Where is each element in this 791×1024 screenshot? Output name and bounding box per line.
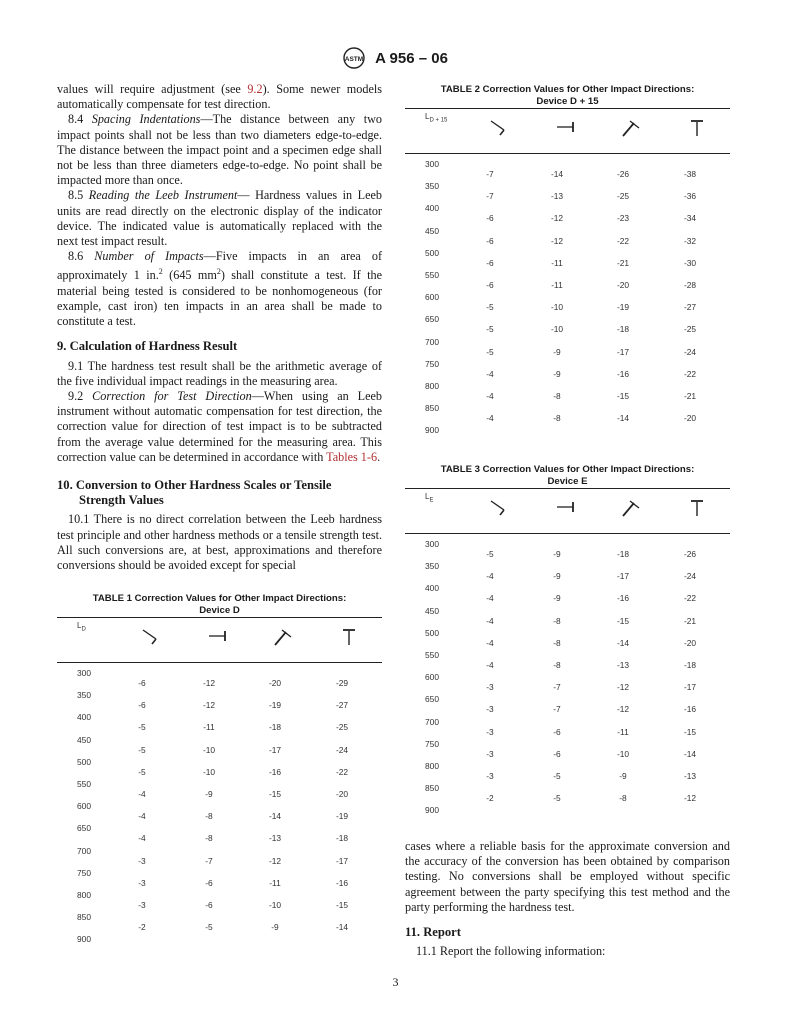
- correction-value: -15: [616, 615, 630, 626]
- leeb-level: 850: [425, 403, 439, 414]
- impact-up-icon: [338, 625, 360, 647]
- leeb-scale-label: $L_{D + 15}$: [425, 112, 448, 124]
- correction-value: -27: [335, 700, 349, 711]
- correction-value: -4: [486, 593, 494, 604]
- correction-value: -12: [616, 704, 630, 715]
- correction-value: -16: [268, 766, 282, 777]
- leeb-level: 400: [425, 203, 439, 214]
- leeb-scale-label: $L_E$: [425, 492, 434, 504]
- leeb-level: 700: [425, 336, 439, 347]
- table1: [57, 617, 382, 947]
- correction-value: -17: [335, 855, 349, 866]
- leeb-level: 600: [77, 801, 91, 812]
- correction-value: -25: [683, 324, 697, 335]
- correction-value: -3: [486, 726, 494, 737]
- impact-up-icon: [686, 116, 708, 138]
- correction-value: -15: [335, 900, 349, 910]
- correction-value: -12: [550, 213, 564, 224]
- correction-value: -3: [138, 855, 146, 866]
- correction-value: -13: [683, 771, 697, 781]
- correction-value: -34: [683, 213, 697, 224]
- correction-value: -15: [683, 726, 697, 737]
- leeb-level: 650: [425, 314, 439, 325]
- document-designation: A 956 – 06: [375, 49, 448, 67]
- leeb-level: 900: [425, 805, 439, 816]
- correction-value: -22: [335, 766, 349, 777]
- correction-value: -11: [269, 877, 281, 888]
- correction-value: -11: [617, 726, 629, 737]
- correction-value: -21: [683, 391, 697, 401]
- leeb-level: 800: [77, 890, 91, 900]
- correction-value: -10: [268, 900, 282, 910]
- correction-value: -13: [550, 191, 564, 202]
- correction-value: -6: [205, 877, 213, 888]
- correction-value: -4: [486, 637, 494, 648]
- leeb-level: 500: [425, 627, 439, 638]
- correction-value: -6: [486, 213, 494, 224]
- correction-value: -7: [205, 855, 213, 866]
- leeb-level: 750: [425, 358, 439, 369]
- correction-value: -19: [616, 302, 630, 313]
- correction-value: -18: [616, 324, 630, 335]
- correction-value: -6: [486, 257, 494, 268]
- table-top-rule: [405, 108, 730, 109]
- leeb-level: 750: [77, 867, 91, 878]
- section-10-heading: 10. Conversion to Other Hardness Scales or Tensile Strength Values: [57, 477, 332, 508]
- correction-value: -11: [551, 280, 563, 290]
- correction-value: -26: [683, 549, 697, 559]
- correction-value: -5: [205, 922, 213, 933]
- impact-horizontal-icon: [555, 116, 577, 138]
- correction-value: -11: [551, 257, 563, 268]
- correction-value: -6: [138, 700, 146, 711]
- correction-value: -8: [619, 793, 627, 804]
- correction-value: -26: [616, 169, 630, 179]
- correction-value: -14: [550, 169, 564, 179]
- correction-value: -6: [553, 748, 561, 759]
- leeb-level: 650: [425, 694, 439, 705]
- leeb-level: 550: [77, 779, 91, 789]
- correction-value: -3: [486, 682, 494, 693]
- correction-value: -3: [486, 771, 494, 781]
- leeb-level: 600: [425, 672, 439, 683]
- correction-value: -7: [486, 169, 494, 179]
- correction-value: -2: [486, 793, 494, 804]
- correction-value: -3: [138, 877, 146, 888]
- correction-value: -9: [271, 922, 279, 933]
- correction-value: -8: [553, 413, 561, 424]
- correction-value: -10: [616, 748, 630, 759]
- correction-value: -6: [486, 280, 494, 290]
- table-header-rule: [57, 662, 382, 663]
- correction-value: -32: [683, 235, 697, 246]
- left-column-text: [57, 82, 382, 573]
- impact-diagonal-up-icon: [272, 625, 294, 647]
- correction-value: -23: [616, 213, 630, 224]
- correction-value: -6: [205, 900, 213, 910]
- leeb-level: 650: [77, 823, 91, 834]
- leeb-level: 350: [425, 561, 439, 572]
- correction-value: -4: [138, 811, 146, 822]
- correction-value: -14: [683, 748, 697, 759]
- para-9-2: 9.2 Correction for Test Direction—When using an Leeb instrument without automatic compensation for test direction, the correction value for direction of test impact is to be subtracted from the average value determined for the measuring area. This correction value can be determined in accordance with Tables 1-6.: [57, 388, 383, 464]
- leeb-level: 350: [77, 690, 91, 701]
- correction-value: -9: [553, 346, 561, 357]
- correction-value: -25: [616, 191, 630, 202]
- correction-value: -16: [683, 704, 697, 715]
- correction-value: -4: [486, 413, 494, 424]
- correction-value: -7: [553, 704, 561, 715]
- correction-value: -8: [553, 615, 561, 626]
- correction-value: -29: [335, 678, 349, 688]
- correction-value: -5: [486, 346, 494, 357]
- correction-value: -28: [683, 280, 697, 290]
- correction-value: -9: [205, 789, 213, 799]
- correction-value: -19: [335, 811, 349, 822]
- correction-value: -14: [268, 811, 282, 822]
- correction-value: -14: [335, 922, 349, 933]
- table-top-rule: [405, 488, 730, 489]
- correction-value: -20: [268, 678, 282, 688]
- correction-value: -17: [616, 571, 630, 582]
- leeb-level: 450: [425, 225, 439, 236]
- correction-value: -10: [550, 324, 564, 335]
- correction-value: -8: [205, 811, 213, 822]
- correction-value: -2: [138, 922, 146, 933]
- leeb-level: 800: [425, 381, 439, 391]
- para-9-1: 9.1 The hardness test result shall be the arithmetic average of the five individual impact readings in the measuring area.: [57, 358, 382, 388]
- para-8-5: 8.5 Reading the Leeb Instrument— Hardness values in Leeb units are read directly on the electronic display of the indicator device. The indicated value is automatically replaced with the next test impact result.: [57, 188, 382, 249]
- para-8-3-continuation: values will require adjustment (see 9.2). Some newer models automatically compensate for test direction.: [57, 82, 382, 112]
- correction-value: -12: [268, 855, 282, 866]
- correction-value: -12: [616, 682, 630, 693]
- correction-value: -5: [138, 766, 146, 777]
- correction-value: -9: [553, 571, 561, 582]
- correction-value: -8: [205, 833, 213, 844]
- correction-value: -18: [683, 660, 697, 670]
- correction-value: -21: [683, 615, 697, 626]
- correction-value: -22: [683, 593, 697, 604]
- correction-value: -9: [619, 771, 627, 781]
- para-8-6: 8.6 Number of Impacts—Five impacts in an area of approximately 1 in.$^2$ (645 $mm^2$) shall constitute a test. If the material being tested is considered to be nonhomogeneous (for example, cast iron) ten impacts in an area shall be made to constitute a test.: [57, 249, 383, 329]
- table-header-rule: [405, 533, 730, 534]
- correction-value: -9: [553, 368, 561, 379]
- correction-value: -4: [486, 660, 494, 670]
- impact-up-icon: [686, 496, 708, 518]
- correction-value: -18: [268, 722, 282, 733]
- correction-value: -38: [683, 169, 697, 179]
- leeb-level: 800: [425, 761, 439, 771]
- para-8-4: 8.4 Spacing Indentations—The distance between any two impact points shall not be less than two diameters edge-to-edge. The distance between the impact point and a specimen edge shall not be less than three diameters edge-to-edge. No point shall be impacted more than once.: [57, 112, 382, 188]
- section-9-heading: 9. Calculation of Hardness Result: [57, 339, 238, 354]
- leeb-level: 300: [425, 539, 439, 549]
- correction-value: -5: [553, 793, 561, 804]
- correction-value: -15: [268, 789, 282, 799]
- leeb-level: 450: [77, 734, 91, 745]
- correction-value: -24: [683, 346, 697, 357]
- leeb-level: 850: [77, 912, 91, 923]
- correction-value: -24: [335, 744, 349, 755]
- table3-caption: TABLE 3 Correction Values for Other Impact Directions: Device E: [440, 464, 695, 487]
- page-header: [0, 47, 791, 69]
- page-number: 3: [392, 975, 399, 989]
- leeb-level: 900: [77, 934, 91, 945]
- correction-value: -14: [616, 637, 630, 648]
- impact-horizontal-icon: [555, 496, 577, 518]
- leeb-level: 550: [425, 650, 439, 660]
- correction-value: -10: [202, 744, 216, 755]
- correction-value: -17: [683, 682, 697, 693]
- leeb-level: 700: [77, 845, 91, 856]
- correction-value: -4: [138, 789, 146, 799]
- table-header-rule: [405, 153, 730, 154]
- correction-value: -20: [683, 413, 697, 424]
- correction-value: -5: [138, 744, 146, 755]
- astm-logo-icon: [343, 47, 365, 69]
- correction-value: -5: [138, 722, 146, 733]
- leeb-scale-label: $L_D$: [77, 621, 86, 633]
- table3: [405, 488, 730, 818]
- para-11-1: 11.1 Report the following information:: [416, 944, 606, 959]
- correction-value: -3: [138, 900, 146, 910]
- section-11-heading: 11. Report: [405, 925, 461, 940]
- impact-diagonal-up-icon: [620, 496, 642, 518]
- impact-down-icon: [488, 116, 510, 138]
- leeb-level: 400: [425, 583, 439, 594]
- leeb-level: 450: [425, 605, 439, 616]
- correction-value: -6: [553, 726, 561, 737]
- correction-value: -30: [683, 257, 697, 268]
- correction-value: -7: [553, 682, 561, 693]
- correction-value: -3: [486, 748, 494, 759]
- correction-value: -22: [683, 368, 697, 379]
- correction-value: -4: [138, 833, 146, 844]
- correction-value: -16: [335, 877, 349, 888]
- correction-value: -5: [486, 324, 494, 335]
- correction-value: -5: [553, 771, 561, 781]
- ref-9-2-link[interactable]: 9.2: [247, 82, 263, 96]
- correction-value: -16: [616, 593, 630, 604]
- table-top-rule: [57, 617, 382, 618]
- correction-value: -8: [553, 660, 561, 670]
- leeb-level: 500: [77, 756, 91, 767]
- leeb-level: 300: [425, 159, 439, 169]
- leeb-level: 400: [77, 712, 91, 723]
- correction-value: -5: [486, 549, 494, 559]
- correction-value: -6: [486, 235, 494, 246]
- correction-value: -4: [486, 391, 494, 401]
- correction-value: -18: [616, 549, 630, 559]
- correction-value: -10: [550, 302, 564, 313]
- correction-value: -5: [486, 302, 494, 313]
- correction-value: -12: [550, 235, 564, 246]
- correction-value: -25: [335, 722, 349, 733]
- correction-value: -4: [486, 368, 494, 379]
- correction-value: -22: [616, 235, 630, 246]
- impact-down-icon: [488, 496, 510, 518]
- correction-value: -12: [202, 678, 216, 688]
- correction-value: -4: [486, 571, 494, 582]
- para-10-1: 10.1 There is no direct correlation between the Leeb hardness test principle and other hardness methods or a tensile strength test. All such conversions are, at best, approximations and therefore conversions should be avoided except for special: [57, 512, 382, 572]
- correction-value: -36: [683, 191, 697, 202]
- leeb-level: 600: [425, 292, 439, 303]
- correction-value: -10: [202, 766, 216, 777]
- leeb-level: 500: [425, 247, 439, 258]
- correction-value: -21: [616, 257, 630, 268]
- correction-value: -12: [683, 793, 697, 804]
- correction-value: -20: [335, 789, 349, 799]
- correction-value: -16: [616, 368, 630, 379]
- correction-value: -8: [553, 637, 561, 648]
- impact-horizontal-icon: [207, 625, 229, 647]
- leeb-level: 550: [425, 270, 439, 280]
- correction-value: -7: [486, 191, 494, 202]
- correction-value: -8: [553, 391, 561, 401]
- leeb-level: 750: [425, 738, 439, 749]
- correction-value: -11: [203, 722, 215, 733]
- correction-value: -6: [138, 678, 146, 688]
- correction-value: -13: [268, 833, 282, 844]
- correction-value: -4: [486, 615, 494, 626]
- correction-value: -14: [616, 413, 630, 424]
- leeb-level: 850: [425, 783, 439, 794]
- correction-value: -20: [683, 637, 697, 648]
- correction-value: -12: [202, 700, 216, 711]
- correction-value: -19: [268, 700, 282, 711]
- table1-caption: TABLE 1 Correction Values for Other Impact Directions: Device D: [92, 593, 347, 616]
- impact-diagonal-up-icon: [620, 116, 642, 138]
- impact-down-icon: [140, 625, 162, 647]
- ref-tables-link[interactable]: Tables 1-6: [326, 449, 378, 464]
- correction-value: -18: [335, 833, 349, 844]
- leeb-level: 300: [77, 668, 91, 678]
- table2-caption: TABLE 2 Correction Values for Other Impact Directions: Device D + 15: [440, 84, 695, 107]
- correction-value: -15: [616, 391, 630, 401]
- correction-value: -13: [616, 660, 630, 670]
- right-column-text: [405, 839, 730, 959]
- correction-value: -24: [683, 571, 697, 582]
- astm-logo-text: ASTM: [344, 56, 364, 63]
- correction-value: -17: [268, 744, 282, 755]
- para-10-1-continuation: cases where a reliable basis for the approximate conversion and the accuracy of the conversion has been obtained by comparison testing. No conversions shall be employed without specific agreement between the party specifying this test method and the party performing the hardness test.: [405, 839, 730, 914]
- correction-value: -9: [553, 593, 561, 604]
- correction-value: -3: [486, 704, 494, 715]
- correction-value: -9: [553, 549, 561, 559]
- leeb-level: 900: [425, 425, 439, 436]
- leeb-level: 700: [425, 716, 439, 727]
- leeb-level: 350: [425, 181, 439, 192]
- correction-value: -27: [683, 302, 697, 313]
- correction-value: -17: [616, 346, 630, 357]
- correction-value: -20: [616, 280, 630, 290]
- table2: [405, 108, 730, 438]
